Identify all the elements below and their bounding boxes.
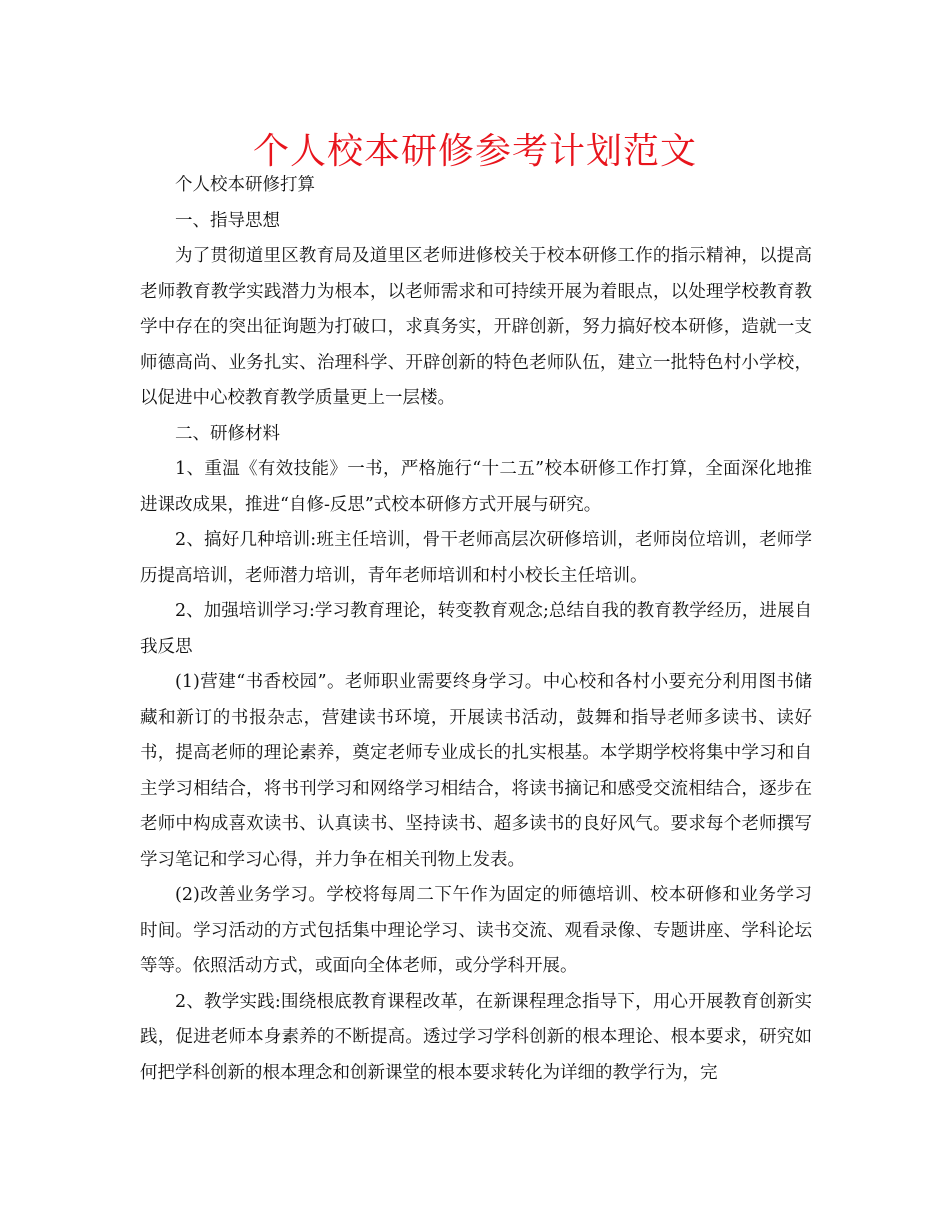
section-heading-guiding-thought: 一、指导思想: [175, 210, 280, 231]
paragraph: 2、教学实践:围绕根底教育课程改革，在新课程理念指导下，用心开展教育创新实践，促进老师本身素养的不断提高。透过学习学科创新的根本理论、根本要求，研究如何把学科创新的根本理念和创新课堂的根本要求转化为详细的教学行为，完: [140, 991, 812, 1083]
paragraph: (1)营建“书香校园”。老师职业需要终身学习。中心校和各村小要充分利用图书储藏和新订的书报杂志，营建读书环境，开展读书活动，鼓舞和指导老师多读书、读好书，提高老师的理论素养，奠定老师专业成长的扎实根基。本学期学校将集中学习和自主学习相结合，将书刊学习和网络学习相结合，将读书摘记和感受交流相结合，逐步在老师中构成喜欢读书、认真读书、坚持读书、超多读书的良好风气。要求每个老师撰写学习笔记和学习心得，并力争在相关刊物上发表。: [140, 672, 812, 870]
paragraph: 1、重温《有效技能》一书，严格施行“十二五”校本研修工作打算，全面深化地推进课改成果，推进“自修-反思”式校本研修方式开展与研究。: [140, 459, 812, 515]
paragraph: 为了贯彻道里区教育局及道里区老师进修校关于校本研修工作的指示精神，以提高老师教育教学实践潜力为根本，以老师需求和可持续开展为着眼点，以处理学校教育教学中存在的突出征询题为打破口，求真务实，开辟创新，努力搞好校本研修，造就一支师德高尚、业务扎实、治理科学、开辟创新的特色老师队伍，建立一批特色村小学校，以促进中心校教育教学质量更上一层楼。: [140, 246, 812, 408]
section-heading-study-materials: 二、研修材料: [175, 423, 280, 444]
paragraph: (2)改善业务学习。学校将每周二下午作为固定的师德培训、校本研修和业务学习时间。学习活动的方式包括集中理论学习、读书交流、观看录像、专题讲座、学科论坛等等。依照活动方式，或面向全体老师，或分学科开展。: [140, 885, 812, 976]
paragraph-subtitle: 个人校本研修打算: [175, 175, 315, 195]
paragraph: 2、搞好几种培训:班主任培训，骨干老师高层次研修培训，老师岗位培训，老师学历提高培训，老师潜力培训，青年老师培训和村小校长主任培训。: [140, 530, 812, 586]
paragraph: 2、加强培训学习:学习教育理论，转变教育观念;总结自我的教育教学经历，进展自我反思: [140, 601, 812, 657]
document-title: 个人校本研修参考计划范文: [252, 131, 697, 172]
document-body: [140, 168, 812, 1091]
